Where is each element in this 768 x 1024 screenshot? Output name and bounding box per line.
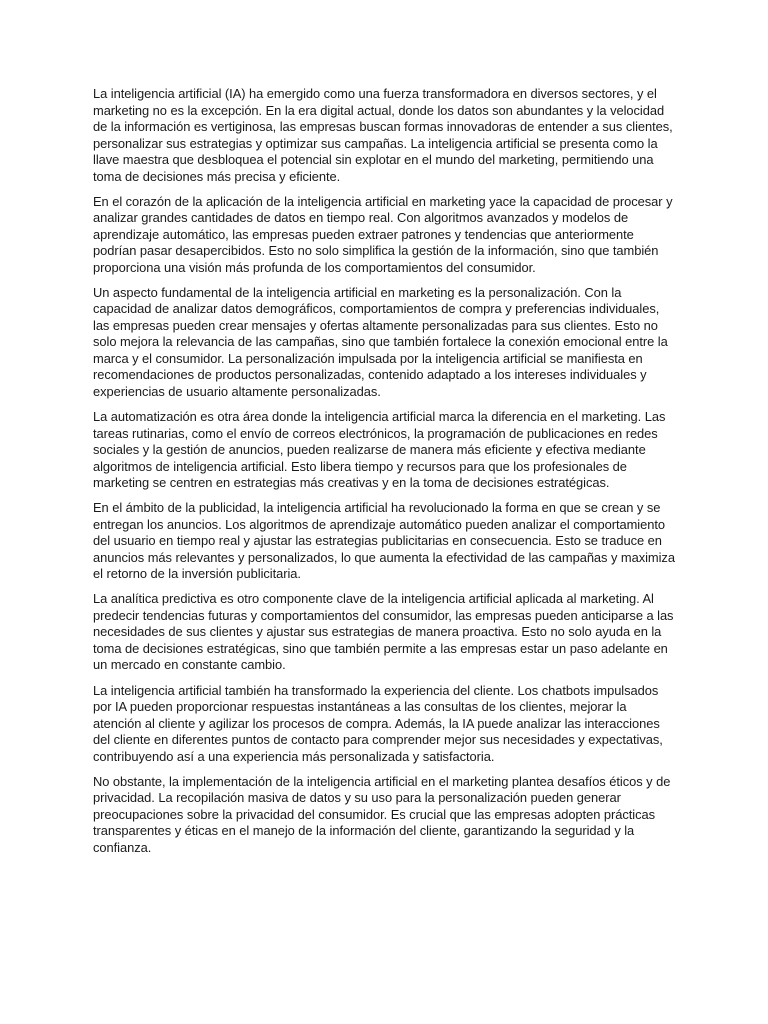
paragraph-6: La analítica predictiva es otro componente clave de la inteligencia artificial aplicada al marketing. Al predecir tendencias futuras y comportamientos del consumidor, las empresas pueden anticiparse a las necesidades de sus clientes y ajustar sus estrategias de manera proactiva. Esto no solo ayuda en la toma de decisiones estratégicas, sino que también permite a las empresas estar un paso adelante en un mercado en constante cambio.: [93, 591, 674, 673]
paragraph-5: En el ámbito de la publicidad, la inteligencia artificial ha revolucionado la forma en que se crean y se entregan los anuncios. Los algoritmos de aprendizaje automático pueden analizar el comportamiento del usuario en tiempo real y ajustar las estrategias publicitarias en consecuencia. Esto se traduce en anuncios más relevantes y personalizados, lo que aumenta la efectividad de las campañas y maximiza el retorno de la inversión publicitaria.: [93, 500, 675, 582]
document-body: [93, 86, 675, 865]
paragraph-8: No obstante, la implementación de la inteligencia artificial en el marketing plantea desafíos éticos y de privacidad. La recopilación masiva de datos y su uso para la personalización pueden generar preocupaciones sobre la privacidad del consumidor. Es crucial que las empresas adopten prácticas transparentes y éticas en el manejo de la información del cliente, garantizando la seguridad y la confianza.: [93, 773, 671, 855]
paragraph-7: La inteligencia artificial también ha transformado la experiencia del cliente. Los chatbots impulsados por IA pueden proporcionar respuestas instantáneas a las consultas de los clientes, mejorar la atención al cliente y agilizar los procesos de compra. Además, la IA puede analizar las interacciones del cliente en diferentes puntos de contacto para comprender mejor sus necesidades y expectativas, contribuyendo así a una experiencia más personalizada y satisfactoria.: [93, 682, 663, 764]
paragraph-1: La inteligencia artificial (IA) ha emergido como una fuerza transformadora en diversos sectores, y el marketing no es la excepción. En la era digital actual, donde los datos son abundantes y la velocidad de la información es vertiginosa, las empresas buscan formas innovadoras de entender a sus clientes, personalizar sus estrategias y optimizar sus campañas. La inteligencia artificial se presenta como la llave maestra que desbloquea el potencial sin explotar en el mundo del marketing, permitiendo una toma de decisiones más precisa y eficiente.: [93, 86, 673, 184]
paragraph-3: Un aspecto fundamental de la inteligencia artificial en marketing es la personalización. Con la capacidad de analizar datos demográficos, comportamientos de compra y preferencias individuales, las empresas pueden crear mensajes y ofertas altamente personalizadas para sus clientes. Esto no solo mejora la relevancia de las campañas, sino que también fortalece la conexión emocional entre la marca y el consumidor. La personalización impulsada por la inteligencia artificial se manifiesta en recomendaciones de productos personalizadas, contenido adaptado a los intereses individuales y experiencias de usuario altamente personalizadas.: [93, 284, 668, 399]
paragraph-2: En el corazón de la aplicación de la inteligencia artificial en marketing yace la capacidad de procesar y analizar grandes cantidades de datos en tiempo real. Con algoritmos avanzados y modelos de aprendizaje automático, las empresas pueden extraer patrones y tendencias que anteriormente podrían pasar desapercibidos. Esto no solo simplifica la gestión de la información, sino que también proporciona una visión más profunda de los comportamientos del consumidor.: [93, 193, 673, 275]
paragraph-4: La automatización es otra área donde la inteligencia artificial marca la diferencia en el marketing. Las tareas rutinarias, como el envío de correos electrónicos, la programación de publicaciones en redes sociales y la gestión de anuncios, pueden realizarse de manera más eficiente y efectiva mediante algoritmos de inteligencia artificial. Esto libera tiempo y recursos para que los profesionales de marketing se centren en estrategias más creativas y en la toma de decisiones estratégicas.: [93, 409, 666, 491]
